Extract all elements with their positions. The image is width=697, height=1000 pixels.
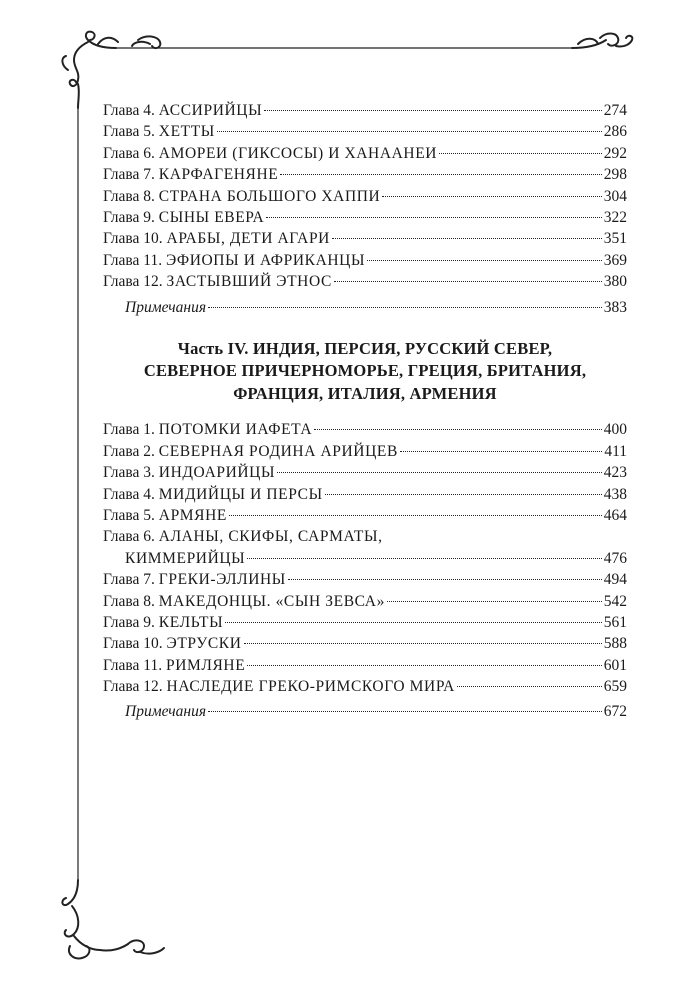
toc-entry[interactable] bbox=[103, 591, 627, 612]
chapter-title: СЕВЕРНАЯ РОДИНА АРИЙЦЕВ bbox=[158, 442, 398, 460]
part-heading bbox=[103, 338, 627, 406]
page-number: 304 bbox=[603, 187, 627, 205]
toc-entry[interactable] bbox=[103, 271, 627, 292]
toc-entry[interactable] bbox=[103, 100, 627, 121]
page-number: 476 bbox=[603, 549, 627, 567]
chapter-title: КЕЛЬТЫ bbox=[158, 613, 224, 631]
chapter-title: РИМЛЯНЕ bbox=[165, 656, 246, 674]
page-number: 464 bbox=[603, 506, 627, 524]
toc-entry[interactable] bbox=[103, 250, 627, 271]
chapter-title: ИНДОАРИЙЦЫ bbox=[158, 464, 276, 482]
chapter-title: ХЕТТЫ bbox=[158, 123, 215, 141]
chapter-label: Глава 6. bbox=[103, 528, 155, 546]
toc-entry[interactable] bbox=[103, 633, 627, 654]
dot-leader bbox=[314, 429, 602, 430]
toc-entry-notes[interactable] bbox=[103, 297, 627, 318]
chapter-label: Глава 6. bbox=[103, 144, 155, 162]
dot-leader bbox=[217, 131, 602, 132]
flourish-bottom-left-icon bbox=[62, 880, 164, 958]
toc-entry[interactable] bbox=[103, 526, 627, 569]
page-number: 383 bbox=[603, 298, 627, 316]
page-number: 351 bbox=[603, 230, 627, 248]
dot-leader bbox=[247, 665, 601, 666]
dot-leader bbox=[387, 601, 602, 602]
chapter-title: АМОРЕИ (ГИКСОСЫ) И ХАНААНЕИ bbox=[158, 144, 438, 162]
chapter-title: ЗАСТЫВШИЙ ЭТНОС bbox=[166, 273, 332, 291]
toc-entry[interactable] bbox=[103, 143, 627, 164]
page-number: 400 bbox=[603, 421, 627, 439]
dot-leader bbox=[208, 307, 602, 308]
dot-leader bbox=[332, 238, 602, 239]
flourish-top-right-icon bbox=[572, 34, 632, 49]
part-heading-line: ФРАНЦИЯ, ИТАЛИЯ, АРМЕНИЯ bbox=[233, 383, 497, 403]
chapter-title: СЫНЫ ЕВЕРА bbox=[158, 208, 265, 226]
dot-leader bbox=[439, 153, 602, 154]
page-number: 274 bbox=[603, 102, 627, 119]
dot-leader bbox=[334, 281, 602, 282]
chapter-title: МАКЕДОНЦЫ. «СЫН ЗЕВСА» bbox=[158, 592, 385, 610]
part-heading-line: Часть IV. ИНДИЯ, ПЕРСИЯ, РУССКИЙ СЕВЕР, bbox=[177, 338, 553, 358]
page-number: 601 bbox=[603, 656, 627, 674]
toc-section-part-4 bbox=[103, 419, 627, 722]
toc-entry[interactable] bbox=[103, 612, 627, 633]
chapter-label: Глава 7. bbox=[103, 571, 155, 589]
chapter-title-continuation: КИММЕРИЙЦЫ bbox=[125, 549, 246, 567]
chapter-title: ГРЕКИ-ЭЛЛИНЫ bbox=[158, 571, 286, 589]
chapter-label: Глава 10. bbox=[103, 635, 163, 653]
chapter-label: Глава 12. bbox=[103, 678, 163, 696]
chapter-label: Глава 10. bbox=[103, 230, 163, 248]
chapter-label: Глава 9. bbox=[103, 613, 155, 631]
chapter-label: Глава 8. bbox=[103, 187, 155, 205]
page-number: 561 bbox=[603, 613, 627, 631]
toc-entry[interactable] bbox=[103, 462, 627, 483]
chapter-title: НАСЛЕДИЕ ГРЕКО-РИМСКОГО МИРА bbox=[166, 678, 455, 696]
chapter-label: Глава 9. bbox=[103, 208, 155, 226]
toc-entry[interactable] bbox=[103, 569, 627, 590]
toc-section-previous-part bbox=[103, 100, 627, 318]
dot-leader bbox=[247, 558, 601, 559]
toc-entry[interactable] bbox=[103, 228, 627, 249]
dot-leader bbox=[280, 174, 601, 175]
part-heading-line: СЕВЕРНОЕ ПРИЧЕРНОМОРЬЕ, ГРЕЦИЯ, БРИТАНИЯ, bbox=[143, 361, 587, 381]
chapter-label: Глава 11. bbox=[103, 656, 163, 674]
toc-entry[interactable] bbox=[103, 186, 627, 207]
chapter-title: ЭТРУСКИ bbox=[166, 635, 242, 653]
page-number: 380 bbox=[603, 273, 627, 291]
toc-entry-notes[interactable] bbox=[103, 701, 627, 722]
dot-leader bbox=[225, 622, 602, 623]
page-number: 298 bbox=[603, 166, 627, 184]
dot-leader bbox=[229, 515, 602, 516]
toc-entry[interactable] bbox=[103, 484, 627, 505]
dot-leader bbox=[277, 472, 602, 473]
page-number: 438 bbox=[603, 485, 627, 503]
dot-leader bbox=[367, 260, 602, 261]
dot-leader bbox=[266, 217, 601, 218]
chapter-title: АРМЯНЕ bbox=[158, 506, 227, 524]
toc-entry[interactable] bbox=[103, 164, 627, 185]
dot-leader bbox=[288, 579, 602, 580]
page-number: 672 bbox=[603, 703, 627, 721]
toc-entry[interactable] bbox=[103, 441, 627, 462]
toc-entry[interactable] bbox=[103, 676, 627, 697]
chapter-title: АЛАНЫ, СКИФЫ, САРМАТЫ, bbox=[158, 528, 383, 546]
dot-leader bbox=[382, 196, 601, 197]
dot-leader bbox=[325, 494, 602, 495]
chapter-title: АРАБЫ, ДЕТИ АГАРИ bbox=[166, 230, 330, 248]
chapter-title: ПОТОМКИ ИАФЕТА bbox=[158, 421, 313, 439]
dot-leader bbox=[400, 451, 602, 452]
notes-label: Примечания bbox=[125, 703, 207, 721]
page-number: 411 bbox=[604, 442, 627, 460]
chapter-label: Глава 3. bbox=[103, 464, 155, 482]
chapter-label: Глава 2. bbox=[103, 442, 155, 460]
page-number: 292 bbox=[603, 144, 627, 162]
page-number: 423 bbox=[603, 464, 627, 482]
dot-leader bbox=[264, 110, 602, 111]
chapter-label: Глава 1. bbox=[103, 421, 155, 439]
chapter-label: Глава 5. bbox=[103, 123, 155, 141]
page-number: 542 bbox=[603, 592, 627, 610]
chapter-label: Глава 8. bbox=[103, 592, 155, 610]
chapter-label: Глава 12. bbox=[103, 273, 163, 291]
toc-entry[interactable] bbox=[103, 505, 627, 526]
chapter-title: СТРАНА БОЛЬШОГО ХАППИ bbox=[158, 187, 381, 205]
page-number: 659 bbox=[603, 678, 627, 696]
chapter-label: Глава 11. bbox=[103, 251, 163, 269]
page-number: 588 bbox=[603, 635, 627, 653]
dot-leader bbox=[244, 643, 602, 644]
notes-label: Примечания bbox=[125, 298, 207, 316]
page-number: 286 bbox=[603, 123, 627, 141]
toc-entry[interactable] bbox=[103, 419, 627, 440]
toc-entry[interactable] bbox=[103, 207, 627, 228]
chapter-label: Глава 7. bbox=[103, 166, 155, 184]
chapter-title: КАРФАГЕНЯНЕ bbox=[158, 166, 279, 184]
page-number: 322 bbox=[603, 208, 627, 226]
page-number: 494 bbox=[603, 571, 627, 589]
chapter-label: Глава 4. bbox=[103, 485, 155, 503]
chapter-title: МИДИЙЦЫ И ПЕРСЫ bbox=[158, 485, 323, 503]
chapter-title: АССИРИЙЦЫ bbox=[158, 102, 263, 119]
toc-entry[interactable] bbox=[103, 655, 627, 676]
toc-entry[interactable] bbox=[103, 121, 627, 142]
chapter-label: Глава 4. bbox=[103, 102, 155, 119]
table-of-contents bbox=[103, 100, 627, 723]
flourish-top-left-icon bbox=[62, 32, 160, 108]
chapter-label: Глава 5. bbox=[103, 506, 155, 524]
page-number: 369 bbox=[603, 251, 627, 269]
dot-leader bbox=[457, 686, 602, 687]
chapter-title: ЭФИОПЫ И АФРИКАНЦЫ bbox=[165, 251, 366, 269]
dot-leader bbox=[208, 711, 602, 712]
